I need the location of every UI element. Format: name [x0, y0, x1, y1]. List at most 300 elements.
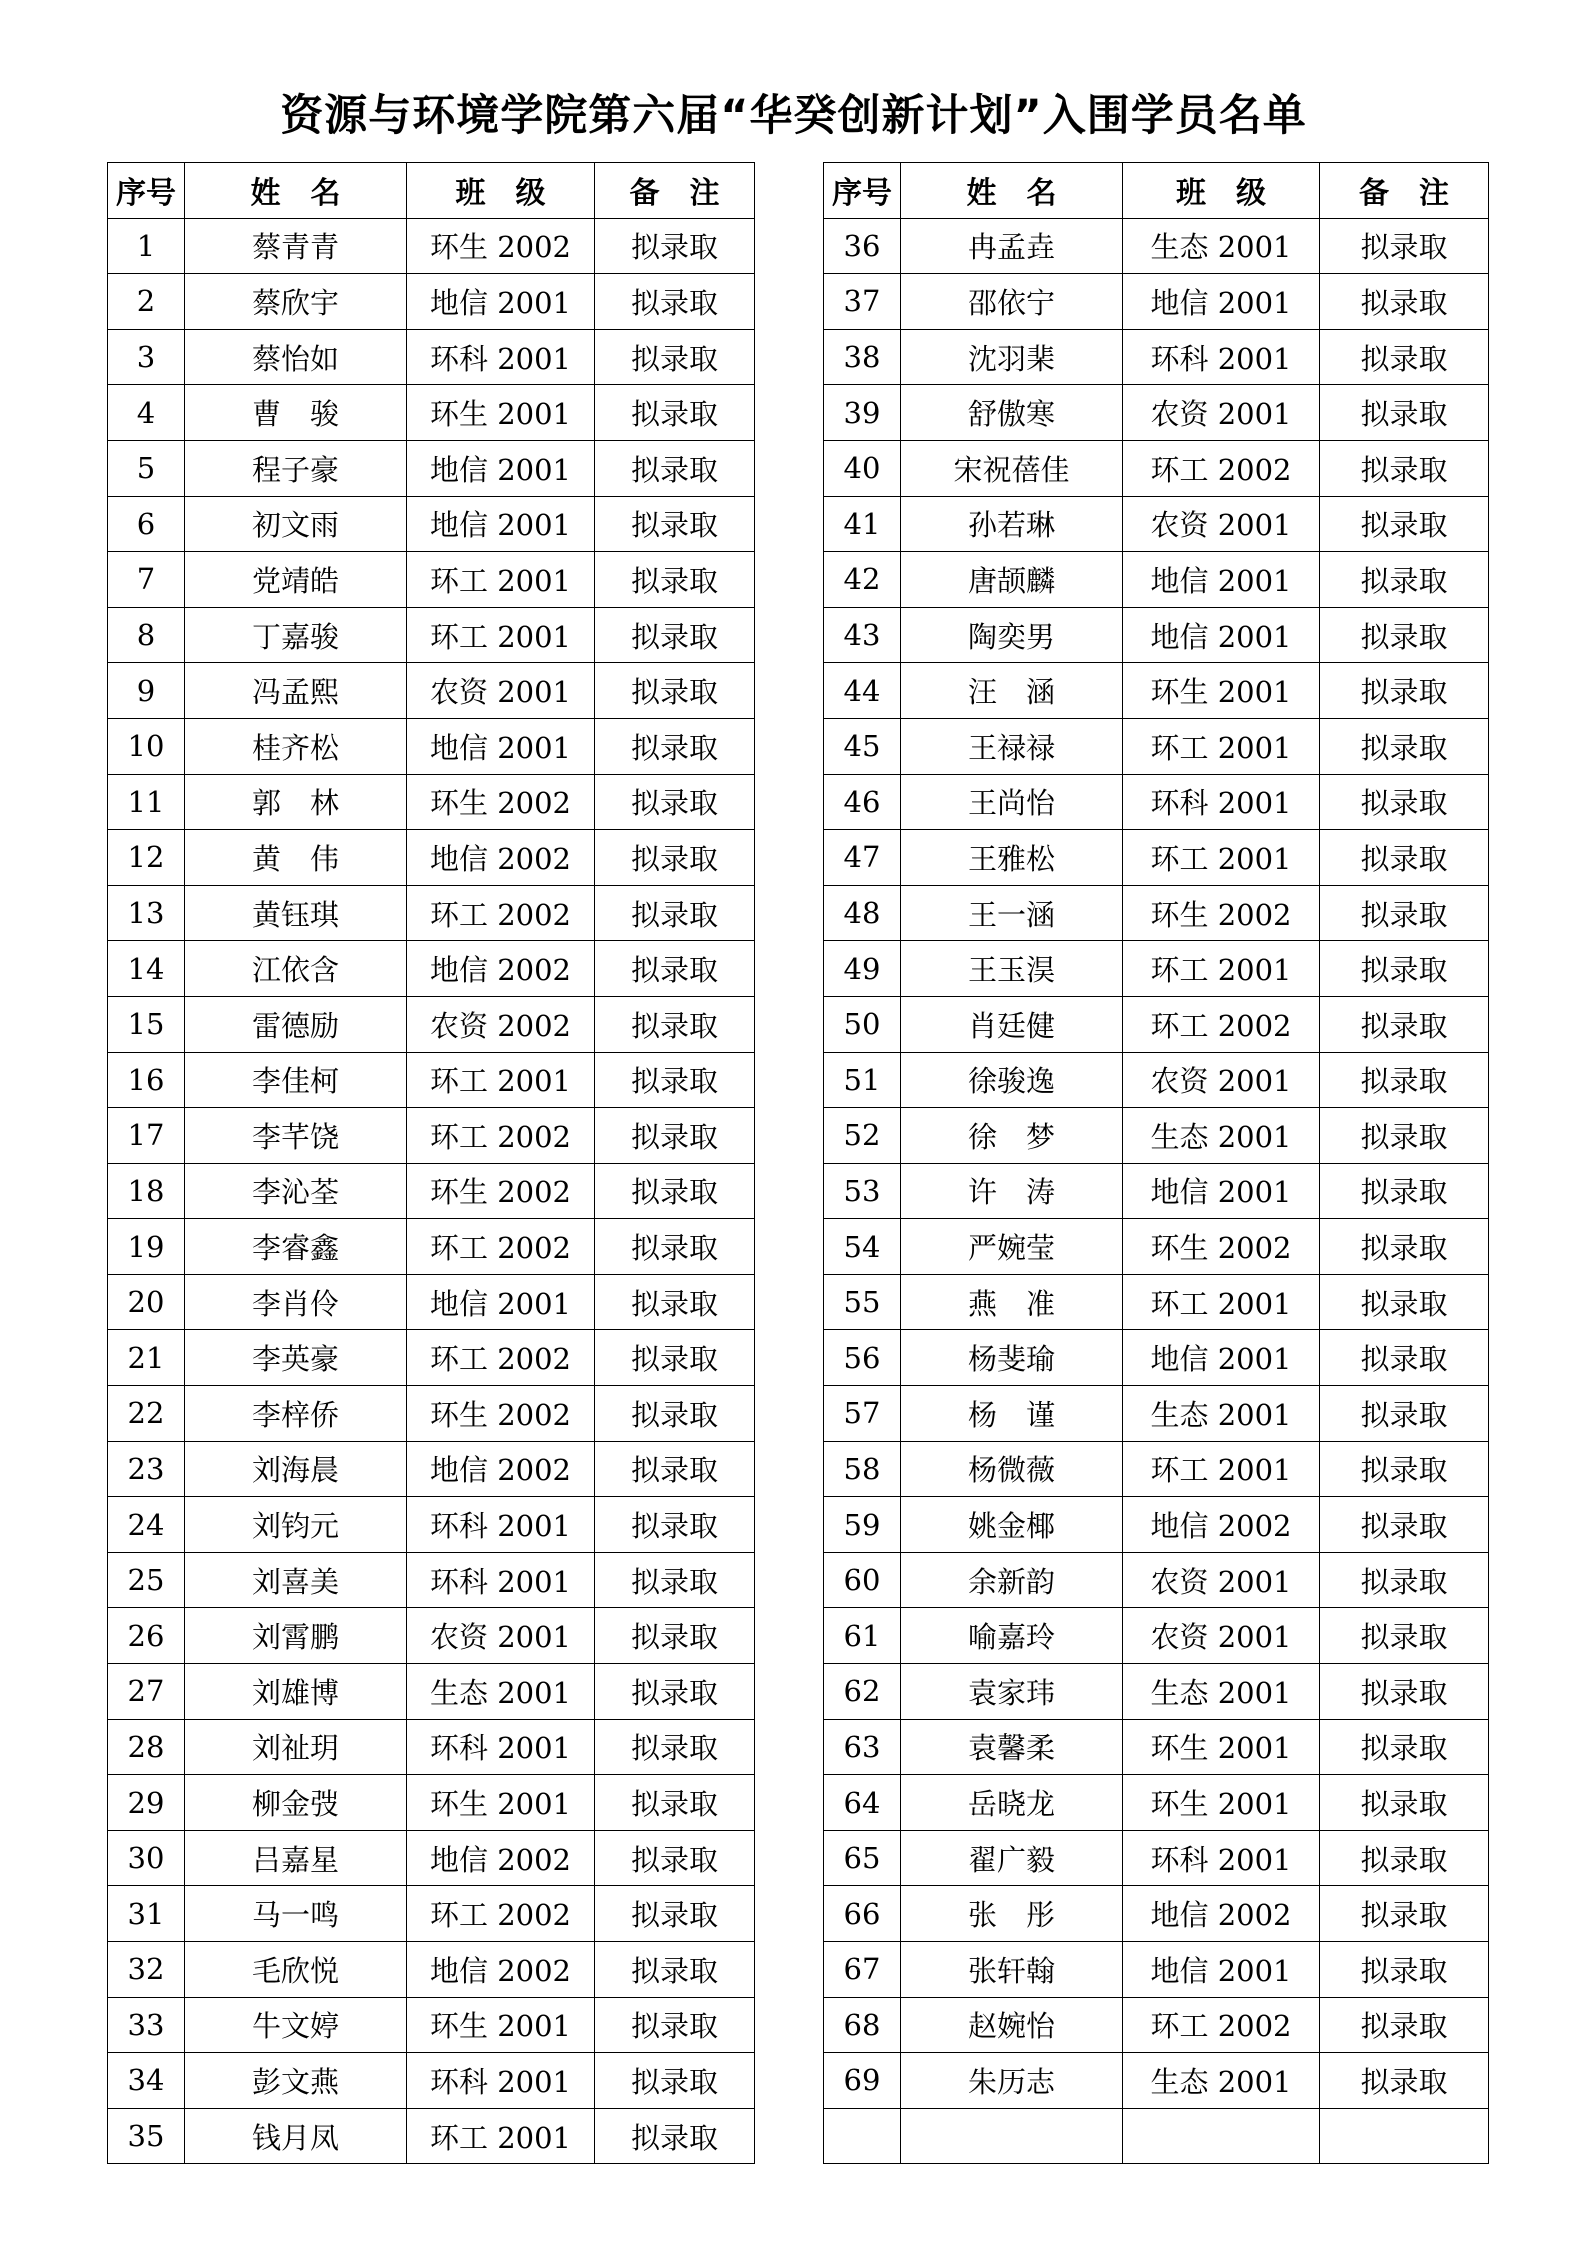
cell-index: 2	[108, 274, 185, 330]
cell-index: 3	[108, 329, 185, 385]
cell-class: 生态 2001	[1123, 1108, 1320, 1164]
cell-class: 环生 2002	[407, 1163, 595, 1219]
cell-class: 地信 2001	[407, 718, 595, 774]
cell-index: 35	[108, 2108, 185, 2164]
cell-index: 30	[108, 1830, 185, 1886]
cell-index: 10	[108, 718, 185, 774]
cell-remark: 拟录取	[1320, 2053, 1489, 2109]
table-row	[824, 1163, 1489, 1219]
table-row	[108, 1052, 755, 1108]
cell-name: 沈羽棐	[901, 329, 1123, 385]
cell-index: 65	[824, 1830, 901, 1886]
cell-remark: 拟录取	[595, 1997, 755, 2053]
table-row	[108, 385, 755, 441]
cell-class: 环生 2001	[1123, 663, 1320, 719]
cell-remark: 拟录取	[595, 496, 755, 552]
cell-remark: 拟录取	[595, 552, 755, 608]
roster-table-right	[823, 162, 1489, 2164]
cell-name: 宋祝蓓佳	[901, 440, 1123, 496]
cell-index: 24	[108, 1497, 185, 1553]
cell-class	[1123, 2108, 1320, 2164]
cell-remark: 拟录取	[595, 1274, 755, 1330]
cell-name: 李梓侨	[185, 1386, 407, 1442]
cell-remark: 拟录取	[595, 1219, 755, 1275]
cell-class: 农资 2001	[1123, 496, 1320, 552]
cell-name: 李睿鑫	[185, 1219, 407, 1275]
cell-remark: 拟录取	[1320, 1108, 1489, 1164]
cell-index: 59	[824, 1497, 901, 1553]
cell-remark: 拟录取	[1320, 1052, 1489, 1108]
cell-class: 环生 2001	[1123, 1775, 1320, 1831]
cell-name: 舒傲寒	[901, 385, 1123, 441]
cell-remark: 拟录取	[595, 1108, 755, 1164]
cell-name: 朱历志	[901, 2053, 1123, 2109]
cell-name: 李芊饶	[185, 1108, 407, 1164]
cell-name: 蔡欣宇	[185, 274, 407, 330]
table-row	[108, 1163, 755, 1219]
header-row	[108, 163, 755, 219]
cell-name: 严婉莹	[901, 1219, 1123, 1275]
table-row	[824, 1719, 1489, 1775]
cell-class: 农资 2001	[1123, 1552, 1320, 1608]
cell-name: 肖廷健	[901, 996, 1123, 1052]
cell-index: 51	[824, 1052, 901, 1108]
cell-index: 18	[108, 1163, 185, 1219]
cell-remark: 拟录取	[1320, 1552, 1489, 1608]
cell-class: 环生 2001	[407, 1997, 595, 2053]
cell-name: 赵婉怡	[901, 1997, 1123, 2053]
cell-remark: 拟录取	[595, 329, 755, 385]
cell-index: 45	[824, 718, 901, 774]
table-row	[824, 885, 1489, 941]
cell-index: 61	[824, 1608, 901, 1664]
cell-remark: 拟录取	[1320, 385, 1489, 441]
table-row	[824, 552, 1489, 608]
header-index: 序号	[108, 163, 185, 219]
cell-index: 41	[824, 496, 901, 552]
cell-index: 32	[108, 1942, 185, 1998]
cell-name: 许 涛	[901, 1163, 1123, 1219]
cell-remark: 拟录取	[1320, 1719, 1489, 1775]
table-row	[824, 996, 1489, 1052]
table-row	[824, 496, 1489, 552]
table-row	[108, 1775, 755, 1831]
table-row	[824, 1219, 1489, 1275]
cell-index: 54	[824, 1219, 901, 1275]
cell-name: 党靖皓	[185, 552, 407, 608]
cell-name: 姚金椰	[901, 1497, 1123, 1553]
cell-index: 68	[824, 1997, 901, 2053]
cell-class: 环工 2002	[407, 1219, 595, 1275]
table-row	[108, 996, 755, 1052]
cell-remark: 拟录取	[1320, 1163, 1489, 1219]
cell-class: 生态 2001	[1123, 2053, 1320, 2109]
cell-class: 地信 2001	[1123, 1163, 1320, 1219]
table-row	[108, 718, 755, 774]
cell-class: 环生 2002	[407, 1386, 595, 1442]
cell-remark: 拟录取	[595, 385, 755, 441]
table-row	[108, 1386, 755, 1442]
cell-index: 39	[824, 385, 901, 441]
table-row	[108, 1108, 755, 1164]
header-index: 序号	[824, 163, 901, 219]
cell-remark: 拟录取	[1320, 1942, 1489, 1998]
table-row	[108, 1997, 755, 2053]
table-row	[824, 385, 1489, 441]
cell-index: 42	[824, 552, 901, 608]
cell-name: 王玉淏	[901, 941, 1123, 997]
cell-name: 程子豪	[185, 440, 407, 496]
table-row	[108, 1830, 755, 1886]
cell-remark: 拟录取	[1320, 1330, 1489, 1386]
cell-remark: 拟录取	[595, 1497, 755, 1553]
cell-index: 22	[108, 1386, 185, 1442]
cell-remark: 拟录取	[595, 218, 755, 274]
cell-class: 环生 2002	[1123, 1219, 1320, 1275]
cell-name: 冯孟熙	[185, 663, 407, 719]
cell-class: 环科 2001	[407, 1719, 595, 1775]
cell-name: 江依含	[185, 941, 407, 997]
cell-remark: 拟录取	[595, 718, 755, 774]
cell-index: 5	[108, 440, 185, 496]
table-row	[108, 1719, 755, 1775]
cell-name: 刘雄博	[185, 1664, 407, 1720]
cell-name: 初文雨	[185, 496, 407, 552]
cell-remark: 拟录取	[1320, 218, 1489, 274]
cell-remark: 拟录取	[1320, 1386, 1489, 1442]
table-row	[824, 1664, 1489, 1720]
cell-name: 冉孟垚	[901, 218, 1123, 274]
table-row	[108, 607, 755, 663]
header-class: 班 级	[407, 163, 595, 219]
cell-remark: 拟录取	[1320, 1664, 1489, 1720]
cell-class: 环工 2002	[1123, 996, 1320, 1052]
cell-index: 63	[824, 1719, 901, 1775]
cell-class: 环工 2001	[1123, 941, 1320, 997]
cell-index: 23	[108, 1441, 185, 1497]
table-row	[108, 1552, 755, 1608]
cell-index: 19	[108, 1219, 185, 1275]
cell-name: 王雅松	[901, 830, 1123, 886]
table-row	[108, 1942, 755, 1998]
cell-index: 36	[824, 218, 901, 274]
cell-class: 地信 2002	[1123, 1497, 1320, 1553]
cell-index: 69	[824, 2053, 901, 2109]
table-row	[824, 218, 1489, 274]
cell-name: 黄钰琪	[185, 885, 407, 941]
cell-name: 柳金弢	[185, 1775, 407, 1831]
cell-name: 徐骏逸	[901, 1052, 1123, 1108]
cell-class: 地信 2001	[1123, 274, 1320, 330]
cell-class: 生态 2001	[1123, 1664, 1320, 1720]
table-row	[108, 774, 755, 830]
header-remark: 备 注	[595, 163, 755, 219]
cell-index: 34	[108, 2053, 185, 2109]
cell-class: 生态 2001	[1123, 218, 1320, 274]
table-row	[108, 830, 755, 886]
table-row	[824, 663, 1489, 719]
cell-index: 58	[824, 1441, 901, 1497]
cell-name	[901, 2108, 1123, 2164]
cell-class: 地信 2002	[407, 830, 595, 886]
cell-index: 52	[824, 1108, 901, 1164]
cell-remark: 拟录取	[595, 1719, 755, 1775]
cell-remark: 拟录取	[1320, 996, 1489, 1052]
cell-name: 雷德励	[185, 996, 407, 1052]
cell-index: 17	[108, 1108, 185, 1164]
table-row	[108, 440, 755, 496]
cell-remark: 拟录取	[1320, 1775, 1489, 1831]
cell-index: 31	[108, 1886, 185, 1942]
table-row	[824, 607, 1489, 663]
cell-class: 农资 2001	[1123, 1608, 1320, 1664]
cell-index: 29	[108, 1775, 185, 1831]
table-row	[824, 718, 1489, 774]
cell-class: 环生 2001	[1123, 1719, 1320, 1775]
cell-class: 环工 2002	[1123, 1997, 1320, 2053]
table-row	[108, 885, 755, 941]
cell-index: 60	[824, 1552, 901, 1608]
cell-name: 曹 骏	[185, 385, 407, 441]
table-row	[824, 1830, 1489, 1886]
cell-name: 王禄禄	[901, 718, 1123, 774]
cell-name: 彭文燕	[185, 2053, 407, 2109]
cell-name: 李肖伶	[185, 1274, 407, 1330]
cell-remark: 拟录取	[1320, 274, 1489, 330]
cell-index: 47	[824, 830, 901, 886]
cell-class: 环科 2001	[1123, 329, 1320, 385]
cell-remark: 拟录取	[1320, 1608, 1489, 1664]
table-row	[108, 1330, 755, 1386]
cell-remark: 拟录取	[595, 607, 755, 663]
cell-class: 地信 2001	[1123, 1942, 1320, 1998]
cell-name: 毛欣悦	[185, 1942, 407, 1998]
cell-remark: 拟录取	[1320, 941, 1489, 997]
cell-class: 环生 2002	[407, 218, 595, 274]
cell-name: 王尚怡	[901, 774, 1123, 830]
cell-index: 46	[824, 774, 901, 830]
cell-class: 环生 2001	[407, 385, 595, 441]
cell-remark: 拟录取	[1320, 1219, 1489, 1275]
cell-index: 33	[108, 1997, 185, 2053]
table-row	[824, 1608, 1489, 1664]
cell-index: 50	[824, 996, 901, 1052]
cell-remark: 拟录取	[595, 1886, 755, 1942]
cell-index: 43	[824, 607, 901, 663]
cell-class: 地信 2001	[407, 440, 595, 496]
header-name: 姓 名	[901, 163, 1123, 219]
cell-index: 20	[108, 1274, 185, 1330]
cell-name: 吕嘉星	[185, 1830, 407, 1886]
cell-index: 67	[824, 1942, 901, 1998]
cell-class: 农资 2002	[407, 996, 595, 1052]
cell-class: 环工 2001	[1123, 718, 1320, 774]
cell-remark: 拟录取	[595, 941, 755, 997]
cell-class: 环科 2001	[1123, 1830, 1320, 1886]
cell-index: 8	[108, 607, 185, 663]
cell-class: 环科 2001	[407, 329, 595, 385]
table-row	[108, 1608, 755, 1664]
table-row	[824, 1997, 1489, 2053]
cell-index: 49	[824, 941, 901, 997]
table-row	[108, 496, 755, 552]
cell-index: 66	[824, 1886, 901, 1942]
table-row	[824, 1552, 1489, 1608]
cell-class: 农资 2001	[407, 1608, 595, 1664]
cell-name: 王一涵	[901, 885, 1123, 941]
cell-name: 袁馨柔	[901, 1719, 1123, 1775]
cell-index: 28	[108, 1719, 185, 1775]
cell-index: 55	[824, 1274, 901, 1330]
cell-name: 袁家玮	[901, 1664, 1123, 1720]
cell-name: 马一鸣	[185, 1886, 407, 1942]
table-row	[824, 1775, 1489, 1831]
cell-class: 地信 2002	[407, 1441, 595, 1497]
cell-index: 53	[824, 1163, 901, 1219]
cell-index: 9	[108, 663, 185, 719]
cell-class: 环工 2001	[407, 607, 595, 663]
table-row	[824, 1386, 1489, 1442]
cell-remark: 拟录取	[1320, 329, 1489, 385]
cell-class: 环工 2001	[407, 552, 595, 608]
cell-class: 农资 2001	[1123, 385, 1320, 441]
table-row	[824, 830, 1489, 886]
cell-index: 14	[108, 941, 185, 997]
cell-name: 孙若琳	[901, 496, 1123, 552]
cell-name: 张轩翰	[901, 1942, 1123, 1998]
cell-index: 7	[108, 552, 185, 608]
cell-remark: 拟录取	[595, 996, 755, 1052]
cell-remark: 拟录取	[1320, 552, 1489, 608]
cell-name: 喻嘉玲	[901, 1608, 1123, 1664]
table-row	[108, 1441, 755, 1497]
cell-index: 40	[824, 440, 901, 496]
table-row	[824, 1441, 1489, 1497]
cell-remark: 拟录取	[595, 1942, 755, 1998]
table-row	[108, 1497, 755, 1553]
cell-remark: 拟录取	[595, 1330, 755, 1386]
cell-index: 64	[824, 1775, 901, 1831]
table-row	[824, 329, 1489, 385]
cell-remark: 拟录取	[1320, 1830, 1489, 1886]
cell-index: 15	[108, 996, 185, 1052]
cell-name: 刘霄鹏	[185, 1608, 407, 1664]
cell-index: 57	[824, 1386, 901, 1442]
cell-class: 生态 2001	[1123, 1386, 1320, 1442]
cell-index: 37	[824, 274, 901, 330]
header-row	[824, 163, 1489, 219]
cell-remark: 拟录取	[595, 1775, 755, 1831]
cell-name: 徐 梦	[901, 1108, 1123, 1164]
cell-remark: 拟录取	[1320, 663, 1489, 719]
cell-name: 李英豪	[185, 1330, 407, 1386]
cell-index: 12	[108, 830, 185, 886]
cell-index: 62	[824, 1664, 901, 1720]
table-row	[824, 1497, 1489, 1553]
table-row	[108, 1274, 755, 1330]
cell-name: 牛文婷	[185, 1997, 407, 2053]
cell-remark: 拟录取	[1320, 1274, 1489, 1330]
cell-name: 邵依宁	[901, 274, 1123, 330]
cell-class: 环科 2001	[407, 2053, 595, 2109]
cell-remark: 拟录取	[595, 1608, 755, 1664]
cell-remark: 拟录取	[595, 1830, 755, 1886]
cell-remark: 拟录取	[595, 2053, 755, 2109]
cell-name: 蔡青青	[185, 218, 407, 274]
cell-class: 环工 2002	[1123, 440, 1320, 496]
table-row	[108, 1219, 755, 1275]
table-row	[108, 2053, 755, 2109]
header-class: 班 级	[1123, 163, 1320, 219]
cell-name: 燕 准	[901, 1274, 1123, 1330]
cell-class: 环工 2001	[1123, 1441, 1320, 1497]
cell-remark: 拟录取	[1320, 607, 1489, 663]
cell-remark: 拟录取	[595, 774, 755, 830]
cell-remark: 拟录取	[1320, 496, 1489, 552]
cell-index: 21	[108, 1330, 185, 1386]
cell-class: 地信 2001	[1123, 607, 1320, 663]
header-name: 姓 名	[185, 163, 407, 219]
cell-class: 地信 2001	[407, 1274, 595, 1330]
cell-remark: 拟录取	[1320, 718, 1489, 774]
table-row	[824, 274, 1489, 330]
cell-class: 环生 2002	[1123, 885, 1320, 941]
cell-index	[824, 2108, 901, 2164]
cell-index: 56	[824, 1330, 901, 1386]
cell-class: 环科 2001	[407, 1552, 595, 1608]
table-row	[824, 1886, 1489, 1942]
cell-class: 环科 2001	[407, 1497, 595, 1553]
table-row	[824, 440, 1489, 496]
table-row	[108, 218, 755, 274]
cell-index: 6	[108, 496, 185, 552]
cell-name: 桂齐松	[185, 718, 407, 774]
cell-index: 48	[824, 885, 901, 941]
cell-index: 27	[108, 1664, 185, 1720]
cell-name: 刘祉玥	[185, 1719, 407, 1775]
cell-remark: 拟录取	[595, 1163, 755, 1219]
cell-class: 地信 2001	[407, 496, 595, 552]
table-row	[824, 1052, 1489, 1108]
table-row	[108, 274, 755, 330]
table-row	[108, 552, 755, 608]
cell-class: 地信 2002	[407, 1830, 595, 1886]
cell-remark: 拟录取	[1320, 1997, 1489, 2053]
cell-class: 地信 2002	[407, 941, 595, 997]
cell-name: 杨 谨	[901, 1386, 1123, 1442]
cell-class: 农资 2001	[407, 663, 595, 719]
cell-index: 1	[108, 218, 185, 274]
cell-remark: 拟录取	[595, 1386, 755, 1442]
cell-class: 环工 2002	[407, 885, 595, 941]
cell-name: 李沁荃	[185, 1163, 407, 1219]
cell-remark: 拟录取	[595, 663, 755, 719]
cell-name: 岳晓龙	[901, 1775, 1123, 1831]
cell-class: 地信 2002	[407, 1942, 595, 1998]
cell-name: 黄 伟	[185, 830, 407, 886]
cell-remark: 拟录取	[1320, 1441, 1489, 1497]
cell-index: 44	[824, 663, 901, 719]
cell-name: 余新韵	[901, 1552, 1123, 1608]
cell-class: 环工 2001	[1123, 1274, 1320, 1330]
cell-remark: 拟录取	[595, 830, 755, 886]
cell-remark: 拟录取	[595, 1441, 755, 1497]
table-row	[108, 2108, 755, 2164]
header-remark: 备 注	[1320, 163, 1489, 219]
table-row	[108, 1664, 755, 1720]
cell-class: 农资 2001	[1123, 1052, 1320, 1108]
cell-class: 环工 2002	[407, 1886, 595, 1942]
